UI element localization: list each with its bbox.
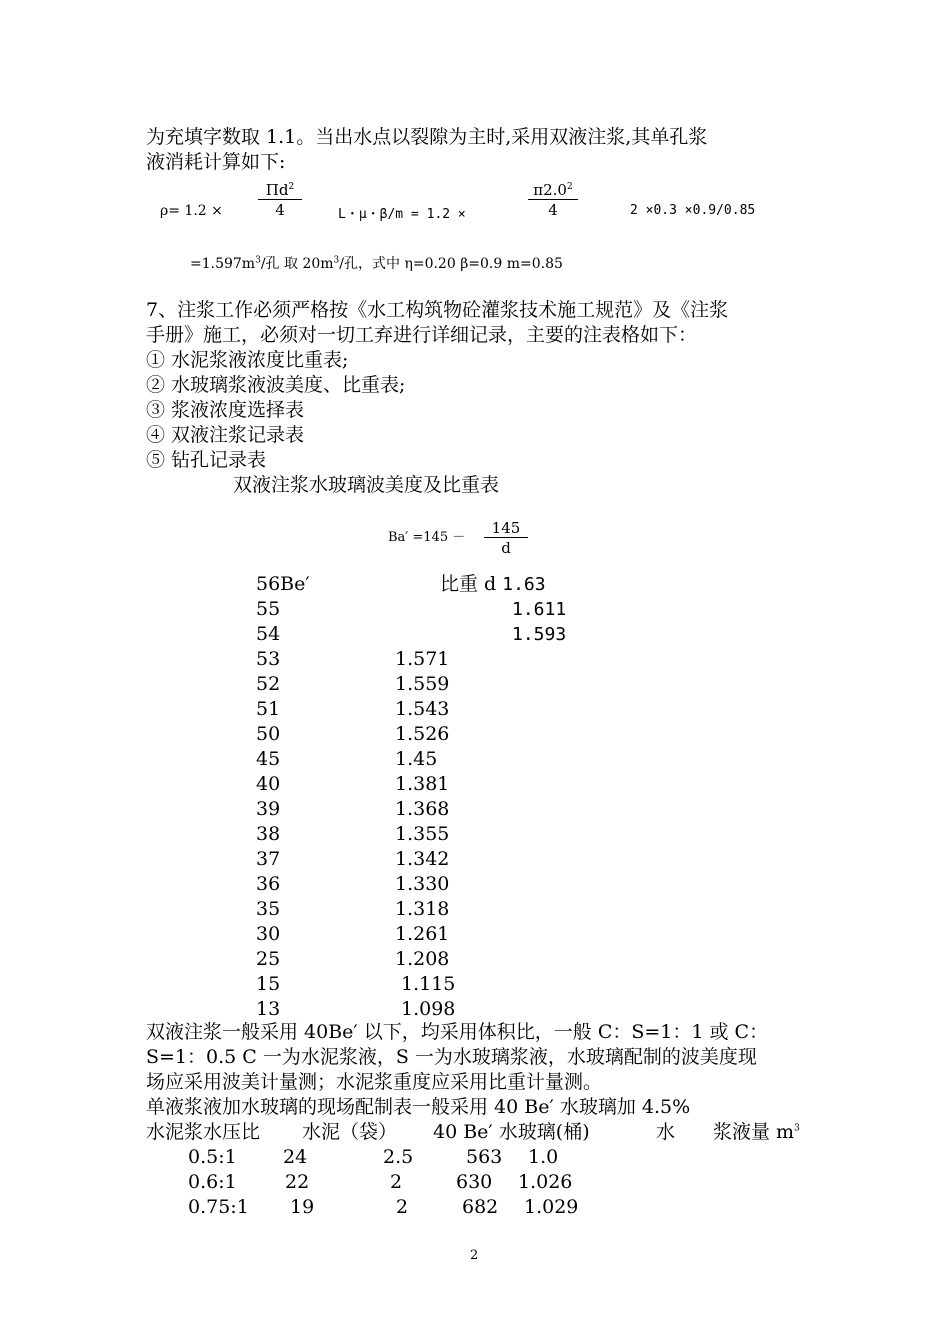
formula-1-fraction-1 [258, 181, 302, 220]
table-row: 1.611 [512, 599, 567, 620]
table-row: 36 [256, 873, 281, 895]
table-row: 51 [256, 698, 281, 720]
table-row: 1.115 [401, 973, 456, 995]
table-cell: 1.0 [528, 1146, 559, 1168]
table-row: 30 [256, 923, 281, 945]
section-7-list [146, 348, 405, 473]
table-row: 1.368 [395, 798, 450, 820]
table-row: 35 [256, 898, 281, 920]
table-cell: 24 [283, 1146, 308, 1168]
table-row: 38 [256, 823, 281, 845]
table-row: 40 [256, 773, 281, 795]
table-row: 1.261 [395, 923, 450, 945]
table-row: 1.318 [395, 898, 450, 920]
formula-2-denominator: d [501, 539, 511, 557]
table-row: 1.559 [395, 673, 450, 695]
double-para-line-4: 单液浆液加水玻璃的现场配制表一般采用 40 Be′ 水玻璃加 4.5% [146, 1096, 691, 1118]
table-row: 1.342 [395, 848, 450, 870]
mix-header-volume: 浆液量 $m^3$ [713, 1121, 800, 1143]
table-row: 1.098 [401, 998, 456, 1020]
table-row: 1.330 [395, 873, 450, 895]
table-cell: 682 [462, 1196, 499, 1218]
table-row: 25 [256, 948, 281, 970]
table-cell: 0.5:1 [188, 1146, 237, 1168]
intro-line-1: 为充填字数取 1.1。当出水点以裂隙为主时,采用双液注浆,其单孔浆 [146, 126, 708, 148]
table-cell: 2 [396, 1196, 409, 1218]
table-cell: 563 [466, 1146, 503, 1168]
formula-1-mid: L・μ・β/m = 1.2 × [338, 207, 466, 222]
table-row: 54 [256, 623, 281, 645]
double-para-line-1: 双液注浆一般采用 40Be′ 以下，均采用体积比，一般 C：S=1：1 或 C： [146, 1021, 769, 1043]
table-row: 45 [256, 748, 281, 770]
formula-2-numerator: 145 [484, 519, 528, 538]
section-7-line-1: 7、注浆工作必须严格按《水工构筑物砼灌浆技术施工规范》及《注浆 [146, 299, 729, 321]
table-row: 52 [256, 673, 281, 695]
section-7-line-2: 手册》施工，必须对一切工弃进行详细记录，主要的注表格如下： [146, 324, 698, 346]
table-cell: 1.029 [524, 1196, 579, 1218]
table-row: 1.208 [395, 948, 450, 970]
list-item: ④ 双液注浆记录表 [146, 424, 305, 446]
mix-header-water: 水 [656, 1121, 676, 1143]
table-row: 50 [256, 723, 281, 745]
table-cell: 1.026 [518, 1171, 573, 1193]
table-row: 37 [256, 848, 281, 870]
table-cell: 0.75:1 [188, 1196, 249, 1218]
table-row: 13 [256, 998, 281, 1020]
fraction-1-denominator: 4 [275, 201, 285, 219]
table-row: 1.45 [395, 748, 438, 770]
intro-line-2: 液消耗计算如下: [146, 151, 286, 173]
mix-header-ratio: 水泥浆水压比 [146, 1121, 261, 1143]
formula-2-lhs: Ba′ =145 － [388, 530, 466, 545]
table-cell: 2 [390, 1171, 403, 1193]
table-row: 1.355 [395, 823, 450, 845]
list-item: ② 水玻璃浆液波美度、比重表; [146, 374, 406, 396]
formula-1-lhs: ρ= 1.2 × [160, 203, 223, 219]
mix-header-cement: 水泥（袋） [302, 1121, 398, 1143]
table-row: 15 [256, 973, 281, 995]
fraction-2-denominator: 4 [548, 201, 558, 219]
be-table-header: 56Be′ [256, 573, 310, 595]
formula-1-fraction-2 [528, 181, 578, 220]
table-row: 1.526 [395, 723, 450, 745]
formula-1-rhs: 2 ×0.3 ×0.9/0.85 [630, 203, 756, 218]
fraction-2-numerator: $\pi 2.0^2$ [528, 181, 578, 200]
table-row: 53 [256, 648, 281, 670]
table-cell: 2.5 [383, 1146, 414, 1168]
table-row: 55 [256, 598, 281, 620]
table-cell: 0.6:1 [188, 1171, 237, 1193]
be-table-header-label: 比重 d 1.63 [440, 573, 546, 595]
list-item: ⑤ 钻孔记录表 [146, 449, 267, 471]
list-item: ③ 浆液浓度选择表 [146, 399, 305, 421]
table-row: 1.593 [512, 624, 567, 645]
table-title: 双液注浆水玻璃波美度及比重表 [233, 474, 500, 496]
double-para-line-3: 场应采用波美计量测；水泥浆重度应采用比重计量测。 [146, 1071, 603, 1093]
list-item: ① 水泥浆液浓度比重表; [146, 349, 349, 371]
formula-2-fraction [484, 519, 528, 558]
formula-1-result: $=1.597m^3/$孔 取 $20m^3/$孔，式中 η=0.20 β=0.9 m=0.85 [190, 255, 563, 272]
double-para-line-2: S=1：0.5 C 一为水泥浆液，S 一为水玻璃浆液，水玻璃配制的波美度现 [146, 1046, 757, 1068]
fraction-1-numerator: $Пd^2$ [258, 181, 302, 200]
table-row: 1.543 [395, 698, 450, 720]
table-row: 39 [256, 798, 281, 820]
page-number: 2 [470, 1248, 479, 1263]
table-cell: 630 [456, 1171, 493, 1193]
table-row: 1.571 [395, 648, 450, 670]
table-cell: 19 [290, 1196, 315, 1218]
table-row: 1.381 [395, 773, 450, 795]
mix-header-glass: 40 Be′ 水玻璃(桶) [433, 1121, 590, 1143]
table-cell: 22 [285, 1171, 310, 1193]
